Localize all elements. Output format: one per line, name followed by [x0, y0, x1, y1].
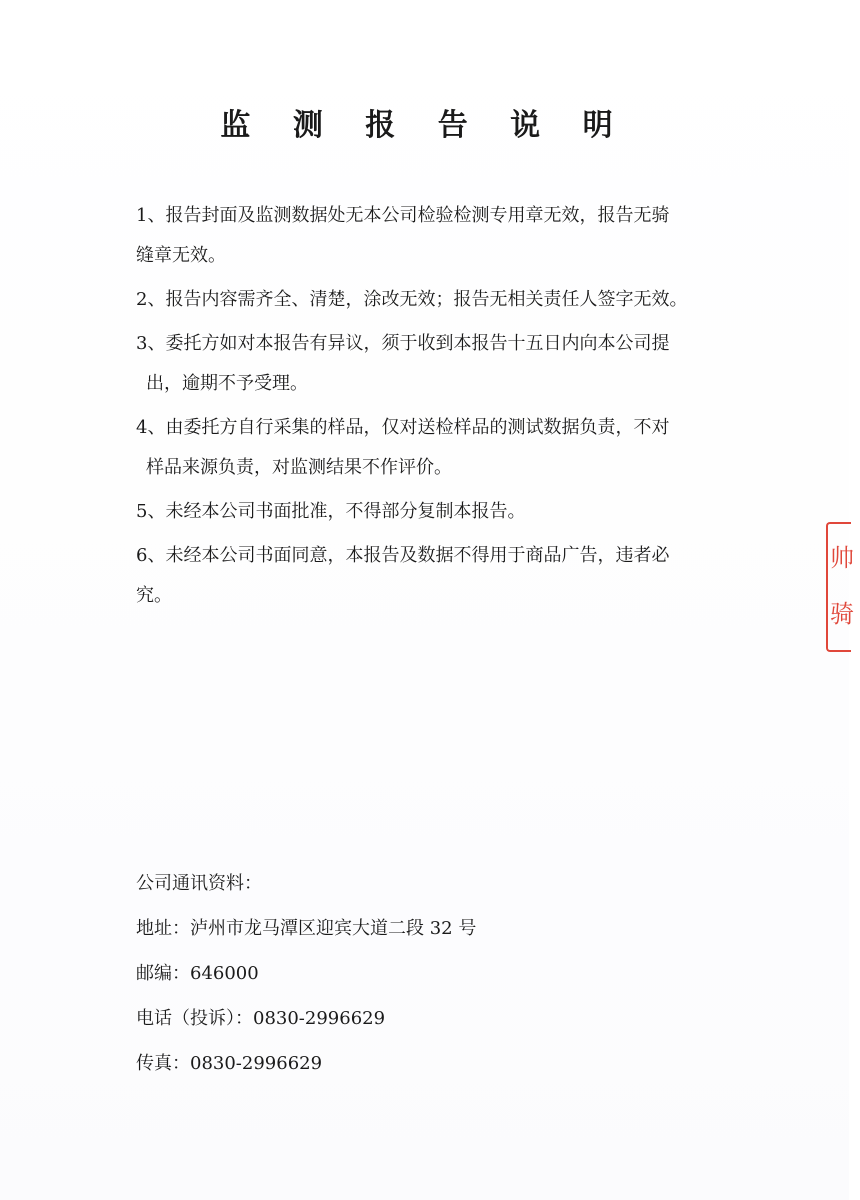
- contact-postcode: 邮编：646000: [136, 963, 259, 984]
- seal-char: 骑: [830, 600, 854, 628]
- note-line: 1、报告封面及监测数据处无本公司检验检测专用章无效，报告无骑: [136, 205, 670, 226]
- notes-list: [136, 196, 736, 620]
- seal-char: 帅: [830, 544, 854, 572]
- note-item: [136, 280, 736, 320]
- contact-address: 地址：泸州市龙马潭区迎宾大道二段 32 号: [136, 918, 477, 939]
- contact-phone: 电话（投诉）：0830-2996629: [136, 1008, 386, 1029]
- note-item: [136, 196, 736, 276]
- note-line: 5、未经本公司书面批准，不得部分复制本报告。: [136, 501, 526, 522]
- note-item: [136, 536, 736, 616]
- seal-stamp-fragment: [826, 522, 854, 652]
- contact-heading: 公司通讯资料：: [136, 873, 262, 894]
- note-line: 样品来源负责，对监测结果不作评价。: [146, 457, 452, 478]
- note-item: [136, 408, 736, 488]
- page-title: 监 测 报 告 说 明: [220, 108, 629, 143]
- note-line: 究。: [136, 585, 172, 606]
- note-item: [136, 492, 736, 532]
- note-line: 出，逾期不予受理。: [146, 373, 308, 394]
- note-item: [136, 324, 736, 404]
- note-line: 3、委托方如对本报告有异议，须于收到本报告十五日内向本公司提: [136, 333, 670, 354]
- note-line: 4、由委托方自行采集的样品，仅对送检样品的测试数据负责，不对: [136, 417, 670, 438]
- note-line: 缝章无效。: [136, 245, 226, 266]
- note-line: 2、报告内容需齐全、清楚，涂改无效；报告无相关责任人签字无效。: [136, 289, 688, 310]
- contact-fax: 传真：0830-2996629: [136, 1053, 323, 1074]
- note-line: 6、未经本公司书面同意，本报告及数据不得用于商品广告，违者必: [136, 545, 670, 566]
- contact-info: [136, 864, 656, 1086]
